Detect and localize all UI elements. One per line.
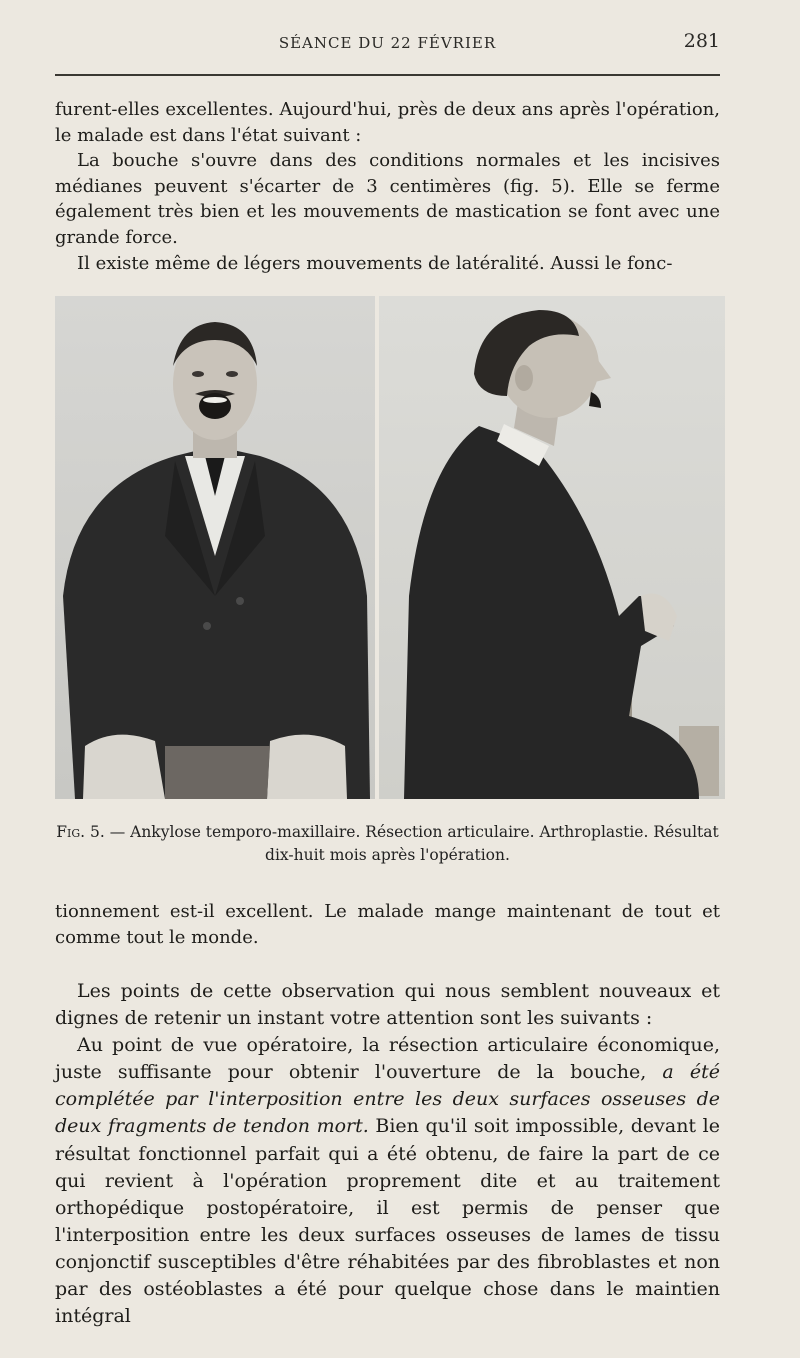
figure-caption (55, 821, 720, 867)
mid-text-block (55, 899, 720, 950)
page-header (55, 30, 720, 60)
figure-5 (55, 296, 725, 799)
photo-profile-view (379, 296, 725, 799)
paragraph: Les points de cette observation qui nous semblent nouveaux et dignes de retenir un instant votre attention sont les suivants : (55, 980, 720, 1030)
photo-front-view (55, 296, 375, 799)
top-text-block (55, 97, 720, 276)
figure-caption-text: — Ankylose temporo-maxillaire. Résection articulaire. Arthroplastie. Résultat dix-huit mois après l'opération. (104, 823, 719, 864)
emphasis-text: a été complétée par l'interposition entre les deux surfaces osseuses de deux fragments de tendon mort. (55, 1061, 720, 1138)
paragraph: furent-elles excellentes. Aujourd'hui, près de deux ans après l'opération, le malade est dans l'état suivant : (55, 99, 720, 146)
text-run: Au point de vue opératoire, la résection articulaire économique, juste suffisante pour obtenir l'ouverture de la bouche, (55, 1034, 720, 1084)
text-run: Bien qu'il soit impossible, devant le résultat fonctionnel parfait qui a été obtenu, de faire la part de ce qui revient à l'opération proprement dite et au traitement orthopédique postopératoire, il est permis de penser que l'interposition entre les deux surfaces osseuses de lames de tissu conjonctif susceptibles d'être réhabitées par des fibroblastes et non par des ostéoblastes a été pour quelque chose dans le maintien intégral (55, 1115, 720, 1328)
paragraph: La bouche s'ouvre dans des conditions normales et les incisives médianes peuvent s'écarter de 3 centimères (fig. 5). Elle se ferme également très bien et les mouvements de mastication se font avec une grande force. (55, 150, 720, 248)
paragraph (55, 1032, 720, 1330)
page-number: 281 (683, 30, 720, 52)
bottom-text-block (55, 978, 720, 1330)
figure-label: Fig. 5. (56, 823, 105, 841)
header-rule (55, 74, 720, 76)
paragraph: Il existe même de légers mouvements de latéralité. Aussi le fonc- (77, 252, 673, 274)
running-title: SÉANCE DU 22 FÉVRIER (278, 34, 497, 52)
paragraph: tionnement est-il excellent. Le malade mange maintenant de tout et comme tout le monde. (55, 901, 720, 948)
